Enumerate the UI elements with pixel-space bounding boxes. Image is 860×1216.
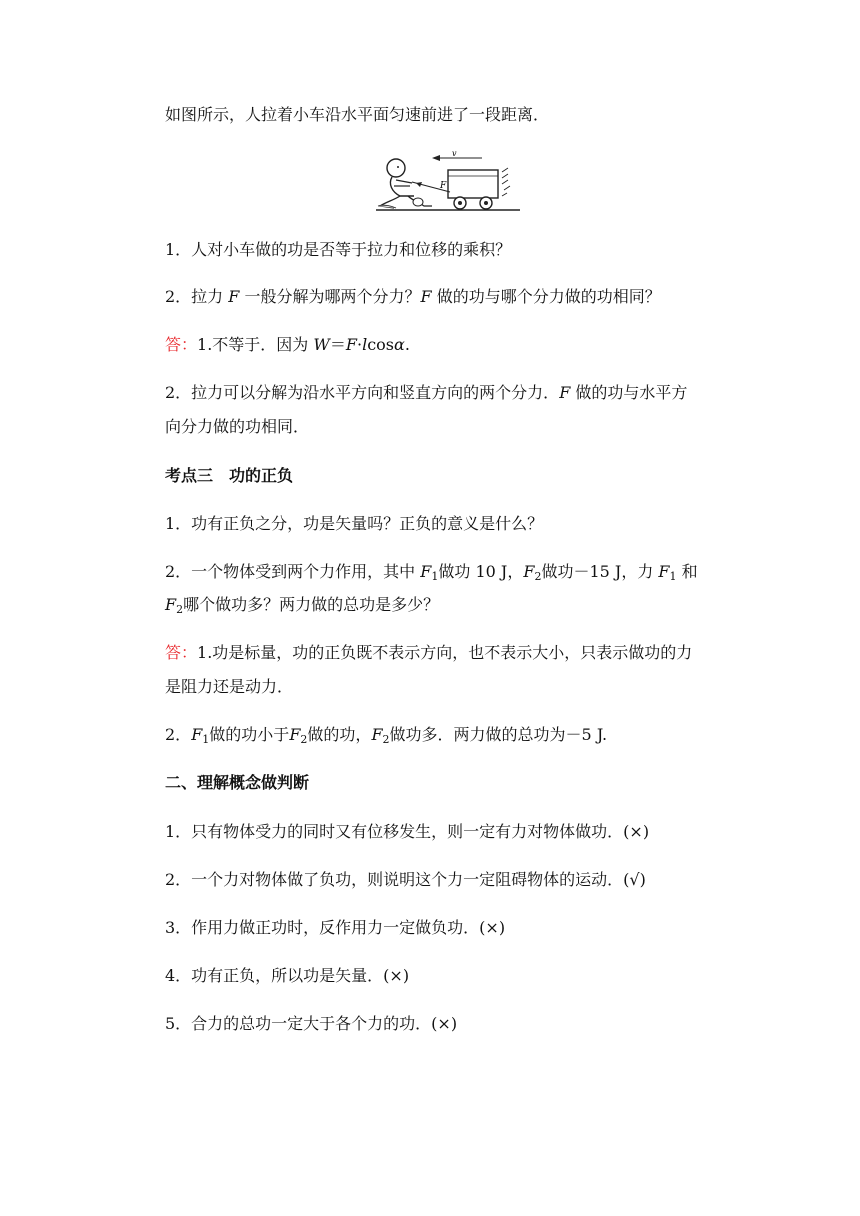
- judgement-item: 1．只有物体受力的同时又有位移发生，则一定有力对物体做功．(×): [165, 822, 650, 841]
- intro-text: 如图所示，人拉着小车沿水平面匀速前进了一段距离．: [165, 105, 550, 124]
- judgement-item: 2．一个力对物体做了负功，则说明这个力一定阻碍物体的运动．(√): [165, 870, 646, 889]
- judgement-item: 4．功有正负，所以功是矢量．(×): [165, 966, 410, 985]
- question-3-2-line-2: $F_2$哪个做功多？两力做的总功是多少？: [165, 595, 440, 616]
- force-label: F: [440, 181, 447, 191]
- question-1: 1．人对小车做的功是否等于拉力和位移的乘积？: [165, 240, 512, 259]
- velocity-label: v: [452, 149, 457, 158]
- answer-3-1-line-1: 答：1.功是标量，功的正负既不表示方向，也不表示大小，只表示做功的力: [165, 643, 693, 662]
- question-2: 2．拉力 F 一般分解为哪两个分力？F 做的功与哪个分力做的功相同？: [165, 287, 661, 306]
- section-judge-heading: 二、理解概念做判断: [165, 773, 310, 792]
- answer-2-line-1: 2．拉力可以分解为沿水平方向和竖直方向的两个分力．F 做的功与水平方: [165, 383, 688, 402]
- person-pulling-cart-illustration: [374, 149, 522, 214]
- person-pulling-cart-figure: [374, 149, 522, 214]
- question-3-2-line-1: 2．一个物体受到两个力作用，其中 $F_1$做功 10 J，$F_2$做功－15 J，力 $F_1$ 和: [165, 562, 698, 583]
- judgement-item: 3．作用力做正功时，反作用力一定做负功．(×): [165, 918, 506, 937]
- answer-3-1-line-2: 是阻力还是动力．: [165, 677, 294, 696]
- question-3-1: 1．功有正负之分，功是矢量吗？正负的意义是什么？: [165, 514, 544, 533]
- judgement-item: 5．合力的总功一定大于各个力的功．(×): [165, 1014, 458, 1033]
- answer-2-line-2: 向分力做的功相同．: [165, 417, 310, 436]
- section-3-heading: 考点三 功的正负: [165, 466, 294, 485]
- answer-1: 答：1.不等于．因为 W＝F·lcosα.: [165, 335, 410, 354]
- answer-label: 答：: [165, 335, 198, 354]
- answer-3-2: 2．$F_1$做的功小于$F_2$做的功，$F_2$做功多．两力做的总功为－5 J.: [165, 725, 608, 746]
- answer-label: 答：: [165, 643, 198, 662]
